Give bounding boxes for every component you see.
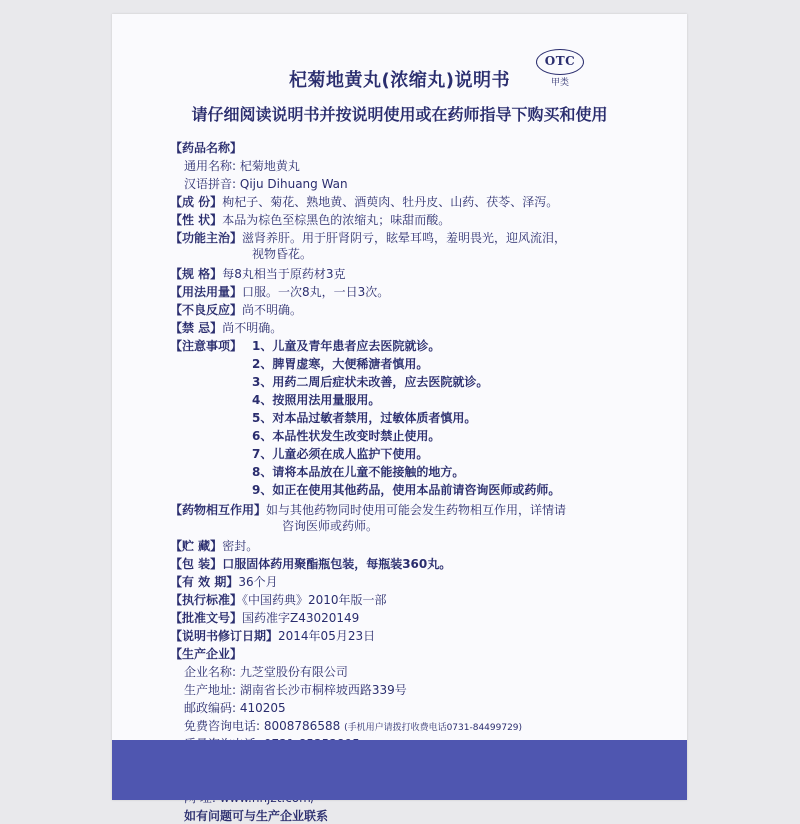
- hotline-row: [184, 718, 522, 736]
- usage-label: 【用法用量】: [170, 285, 243, 299]
- hotline-note: (手机用户请拨打收费电话0731-84499729): [344, 723, 523, 733]
- approval-label: 【批准文号】: [170, 611, 243, 625]
- common-name-value: 杞菊地黄丸: [239, 159, 300, 173]
- revision-label: 【说明书修订日期】: [170, 629, 279, 643]
- standard-row: [170, 592, 387, 608]
- validity-row: [170, 574, 278, 590]
- bottom-color-band: [112, 740, 687, 800]
- precaution-item: 1、儿童及青年患者应去医院就诊。: [252, 339, 441, 353]
- precaution-item: 2、脾胃虚寒，大便稀溏者慎用。: [252, 357, 429, 371]
- approval-value: 国药准字Z43020149: [242, 611, 360, 625]
- standard-label: 【执行标准】: [170, 593, 243, 607]
- contact-footer: 如有问题可与生产企业联系: [184, 809, 329, 823]
- address-value: 湖南省长沙市桐梓坡西路339号: [239, 683, 407, 697]
- revision-value: 2014年05月23日: [278, 629, 376, 643]
- document-subtitle: 请仔细阅读说明书并按说明使用或在药师指导下购买和使用: [191, 105, 608, 124]
- precaution-item: 4、按照用法用量服用。: [252, 393, 381, 407]
- revision-row: [170, 628, 375, 644]
- package-value: 口服固体药用聚酯瓶包装，每瓶装360丸。: [222, 557, 452, 571]
- ingredients-label: 【成 份】: [170, 195, 223, 209]
- pinyin-label: 汉语拼音:: [184, 177, 237, 191]
- postcode-value: 410205: [239, 701, 286, 715]
- package-row: [170, 556, 451, 572]
- postcode-row: [184, 700, 286, 716]
- indications-line-1: 滋肾养肝。用于肝肾阴亏，眩晕耳鸣，羞明畏光，迎风流泪，: [242, 231, 567, 245]
- precaution-item: 5、对本品过敏者禁用，过敏体质者慎用。: [252, 411, 477, 425]
- adverse-value: 尚不明确。: [242, 303, 303, 317]
- pinyin-value: Qiju Dihuang Wan: [239, 177, 348, 191]
- address-label: 生产地址:: [184, 683, 237, 697]
- document-title: 杞菊地黄丸(浓缩丸)说明书: [289, 70, 510, 91]
- ingredients-row: [170, 194, 558, 210]
- precaution-item: 8、请将本品放在儿童不能接触的地方。: [252, 465, 465, 479]
- otc-badge: OTC: [536, 49, 584, 75]
- indications-label: 【功能主治】: [170, 231, 243, 245]
- adverse-label: 【不良反应】: [170, 303, 243, 317]
- storage-value: 密封。: [222, 539, 259, 553]
- properties-row: [170, 212, 450, 228]
- properties-value: 本品为棕色至棕黑色的浓缩丸；味甜而酸。: [222, 213, 451, 227]
- common-name-label: 通用名称:: [184, 159, 237, 173]
- address-row: [184, 682, 407, 698]
- validity-value: 36个月: [238, 575, 278, 589]
- interactions-line-2: 咨询医师或药师。: [282, 519, 379, 533]
- indications-line-2: 视物昏花。: [252, 247, 313, 261]
- interactions-row: [170, 502, 566, 518]
- manufacturer-header: 【生产企业】: [170, 647, 243, 661]
- storage-row: [170, 538, 258, 554]
- specification-value: 每8丸相当于原药材3克: [222, 267, 346, 281]
- common-name-row: [184, 158, 300, 174]
- usage-row: [170, 284, 389, 300]
- postcode-label: 邮政编码:: [184, 701, 237, 715]
- precaution-item: 7、儿童必须在成人监护下使用。: [252, 447, 429, 461]
- company-label: 企业名称:: [184, 665, 237, 679]
- interactions-line-1: 如与其他药物同时使用可能会发生药物相互作用，详情请: [266, 503, 567, 517]
- otc-class-label: 甲类: [550, 78, 569, 88]
- standard-value: 《中国药典》2010年版一部: [242, 593, 387, 607]
- indications-row: [170, 230, 566, 246]
- validity-label: 【有 效 期】: [170, 575, 239, 589]
- properties-label: 【性 状】: [170, 213, 223, 227]
- precaution-item: 3、用药二周后症状未改善，应去医院就诊。: [252, 375, 489, 389]
- contraindications-value: 尚不明确。: [222, 321, 283, 335]
- adverse-row: [170, 302, 302, 318]
- contraindications-row: [170, 320, 282, 336]
- usage-value: 口服。一次8丸，一日3次。: [242, 285, 390, 299]
- specification-row: [170, 266, 345, 282]
- drug-name-header: 【药品名称】: [170, 141, 243, 155]
- instruction-sheet: [112, 14, 687, 823]
- company-value: 九芝堂股份有限公司: [239, 665, 348, 679]
- interactions-label: 【药物相互作用】: [170, 503, 267, 517]
- precaution-item: 9、如正在使用其他药品，使用本品前请咨询医师或药师。: [252, 483, 561, 497]
- specification-label: 【规 格】: [170, 267, 223, 281]
- storage-label: 【贮 藏】: [170, 539, 223, 553]
- hotline-label: 免费咨询电话:: [184, 719, 261, 733]
- precautions-label: 【注意事项】: [170, 339, 243, 353]
- ingredients-value: 枸杞子、菊花、熟地黄、酒萸肉、牡丹皮、山药、茯苓、泽泻。: [222, 195, 559, 209]
- package-label: 【包 装】: [170, 557, 223, 571]
- pinyin-row: [184, 176, 348, 192]
- company-row: [184, 664, 348, 680]
- contraindications-label: 【禁 忌】: [170, 321, 223, 335]
- precaution-item: 6、本品性状发生改变时禁止使用。: [252, 429, 441, 443]
- approval-row: [170, 610, 359, 626]
- hotline-value: 8008786588: [263, 719, 341, 733]
